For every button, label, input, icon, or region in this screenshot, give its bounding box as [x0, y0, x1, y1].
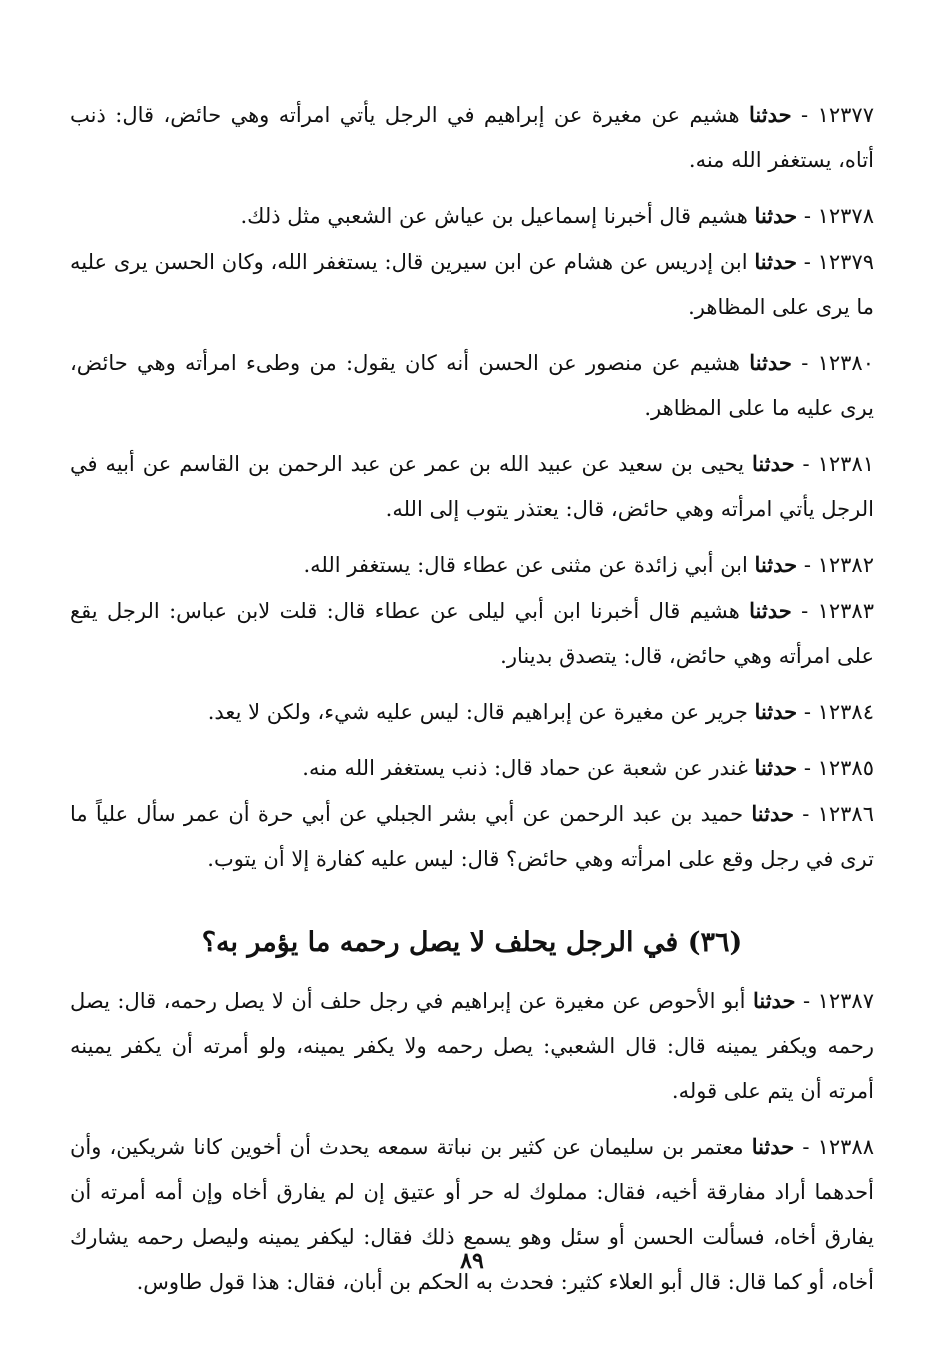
hadith-lead: حدثنا	[752, 451, 795, 476]
hadith-lead: حدثنا	[749, 350, 792, 375]
hadith-number: ١٢٣٨٣ -	[791, 599, 874, 623]
hadith-12383	[70, 588, 874, 679]
hadith-number: ١٢٣٨٤ -	[797, 700, 874, 724]
hadith-lead: حدثنا	[754, 699, 798, 724]
hadith-12388	[70, 1124, 874, 1305]
hadith-12378	[70, 193, 874, 239]
hadith-12385	[70, 745, 874, 791]
hadith-number: ١٢٣٨٥ -	[797, 756, 874, 780]
hadith-text: هشيم قال أخبرنا إسماعيل بن عياش عن الشعبي مثل ذلك.	[240, 204, 755, 228]
hadith-lead: حدثنا	[749, 598, 792, 623]
hadith-12384	[70, 689, 874, 735]
hadith-text: جرير عن مغيرة عن إبراهيم قال: ليس عليه شيء، ولكن لا يعد.	[207, 700, 755, 724]
hadith-lead: حدثنا	[752, 988, 796, 1013]
hadith-number: ١٢٣٨٨ -	[794, 1135, 874, 1159]
hadith-number: ١٢٣٧٧ -	[791, 103, 874, 127]
hadith-text: هشيم عن مغيرة عن إبراهيم في الرجل يأتي امرأته وهي حائض، قال: ذنب أتاه، يستغفر الله منه.	[70, 103, 874, 172]
hadith-text: هشيم عن منصور عن الحسن أنه كان يقول: من وطىء امرأته وهي حائض، يرى عليه ما على المظاهر.	[70, 351, 874, 420]
page-content	[70, 92, 874, 1315]
hadith-12377	[70, 92, 874, 183]
hadith-12386	[70, 791, 874, 882]
hadith-number: ١٢٣٨٦ -	[794, 802, 874, 826]
hadith-text: حميد بن عبد الرحمن عن أبي بشر الجبلي عن أبي حرة أن عمر سأل علياً ما ترى في رجل وقع على امرأته وهي حائض؟ قال: ليس عليه كفارة إلا أن يتوب.	[70, 802, 874, 871]
hadith-number: ١٢٣٨٠ -	[791, 351, 874, 375]
hadith-12379	[70, 239, 874, 330]
hadith-lead: حدثنا	[751, 1134, 795, 1159]
hadith-number: ١٢٣٨٢ -	[797, 553, 874, 577]
hadith-lead: حدثنا	[754, 203, 798, 228]
hadith-12380	[70, 340, 874, 431]
hadith-text: ابن أبي زائدة عن مثنى عن عطاء قال: يستغفر الله.	[303, 553, 755, 577]
hadith-text: يحيى بن سعيد عن عبيد الله بن عمر عن عبد الرحمن بن القاسم عن أبيه في الرجل يأتي امرأته وهي حائض، قال: يعتذر يتوب إلى الله.	[70, 452, 874, 521]
hadith-lead: حدثنا	[754, 249, 797, 274]
hadith-text: معتمر بن سليمان عن كثير بن نباتة سمعه يحدث أن أخوين كانا شريكين، وأن أحدهما أراد مفارقة أخيه، فقال: مملوك له حر أو عتيق إن لم يفارق أخاه وإن أمه أمرته أن يفارق أخاه، فسألت الحسن أو سئل وهو يسمع ذلك فقال: ليكفر يمينه وليصل رحمه يشارك أخاه، أو كما قال: قال أبو العلاء كثير: فحدث به الحكم بن أبان، فقال: هذا قول طاوس.	[70, 1135, 874, 1294]
hadith-12382	[70, 542, 874, 588]
section-heading: (٣٦) في الرجل يحلف لا يصل رحمه ما يؤمر به؟	[201, 927, 743, 958]
hadith-number: ١٢٣٨١ -	[794, 452, 875, 476]
hadith-number: ١٢٣٧٩ -	[796, 250, 875, 274]
hadith-text: غندر عن شعبة عن حماد قال: ذنب يستغفر الله منه.	[302, 756, 755, 780]
hadith-lead: حدثنا	[754, 552, 798, 577]
hadith-lead: حدثنا	[749, 102, 792, 127]
hadith-12381	[70, 441, 874, 532]
hadith-text: أبو الأحوص عن مغيرة عن إبراهيم في رجل حلف أن لا يصل رحمه، قال: يصل رحمه ويكفر يمينه قال: قال الشعبي: يصل رحمه ولا يكفر يمينه، ولو أمرته أن يكفر يمينه أمرته أن يتم على قوله.	[70, 989, 874, 1103]
hadith-number: ١٢٣٨٧ -	[795, 989, 874, 1013]
hadith-12387	[70, 978, 874, 1114]
hadith-number: ١٢٣٧٨ -	[797, 204, 874, 228]
hadith-lead: حدثنا	[751, 801, 794, 826]
hadith-lead: حدثنا	[754, 755, 798, 780]
page-number: ٨٩	[460, 1248, 484, 1274]
hadith-text: هشيم قال أخبرنا ابن أبي ليلى عن عطاء قال: قلت لابن عباس: الرجل يقع على امرأته وهي حائض، قال: يتصدق بدينار.	[70, 599, 874, 668]
hadith-text: ابن إدريس عن هشام عن ابن سيرين قال: يستغفر الله، وكان الحسن يرى عليه ما يرى على المظاهر.	[70, 250, 874, 319]
